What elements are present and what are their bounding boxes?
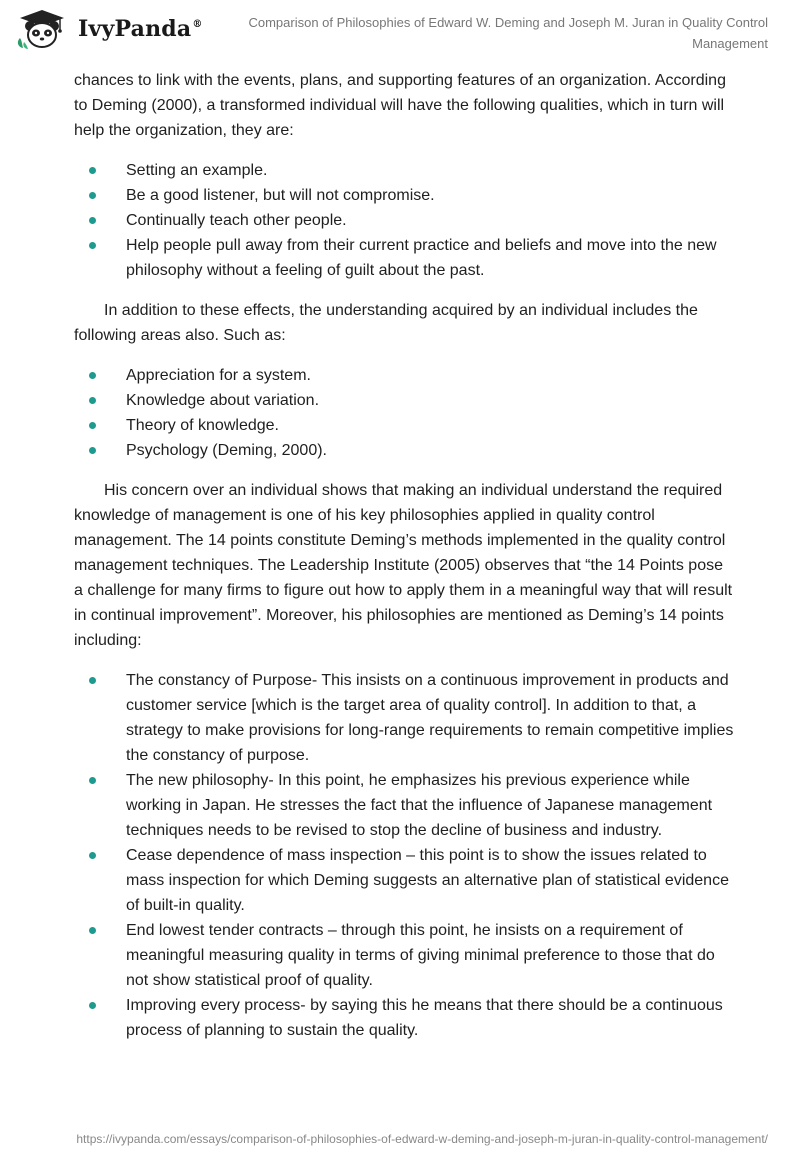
list-item: The constancy of Purpose- This insists on a continuous improvement in products and customer service [which is the target area of quality control]. In addition to that, a strategy to make provisions for long-range requirements to remain competitive implies the constancy of purpose. <box>74 668 734 768</box>
list-item: Setting an example. <box>74 158 734 183</box>
paragraph-understanding: In addition to these effects, the understanding acquired by an individual includes the following areas also. Such as: <box>74 302 698 344</box>
bullet-dot <box>89 422 96 429</box>
bullet-dot <box>89 1002 96 1009</box>
paragraph-14-points: His concern over an individual shows that making an individual understand the required knowledge of management is one of his key philosophies applied in quality control management. The 14 points constitute Deming’s methods implemented in the quality control management techniques. The Leadership Institute (2005) observes that “the 14 Points pose a challenge for many firms to figure out how to apply them in a meaningful way that will result in continual improvement”. Moreover, his philosophies are mentioned as Deming’s 14 points including: <box>74 482 733 649</box>
list-item: End lowest tender contracts – through this point, he insists on a requirement of meaningful measuring quality in terms of giving minimal preference to those that do not show statistical proof of quality. <box>74 918 734 993</box>
bullet-dot <box>89 677 96 684</box>
qualities-list <box>74 158 734 283</box>
list-item: Improving every process- by saying this he means that there should be a continuous process of planning to sustain the quality. <box>74 993 734 1043</box>
essay-content <box>74 68 734 1043</box>
panda-graduate-icon <box>14 8 70 50</box>
knowledge-areas-list <box>74 363 734 463</box>
bullet-dot <box>89 447 96 454</box>
list-item: Be a good listener, but will not compromise. <box>74 183 734 208</box>
bullet-dot <box>89 192 96 199</box>
list-item: Psychology (Deming, 2000). <box>74 438 734 463</box>
list-item: Help people pull away from their current practice and beliefs and move into the new philosophy without a feeling of guilt about the past. <box>74 233 734 283</box>
list-item: Continually teach other people. <box>74 208 734 233</box>
list-item: Knowledge about variation. <box>74 388 734 413</box>
bullet-dot <box>89 397 96 404</box>
bullet-dot <box>89 167 96 174</box>
bullet-dot <box>89 777 96 784</box>
bullet-dot <box>89 372 96 379</box>
paragraph-intro: chances to link with the events, plans, and supporting features of an organization. According to Deming (2000), a transformed individual will have the following qualities, which in turn will help the organization, they are: <box>74 72 726 139</box>
brand-name: IvyPanda® <box>78 16 203 42</box>
bullet-dot <box>89 927 96 934</box>
fourteen-points-list <box>74 668 734 1043</box>
list-item: Appreciation for a system. <box>74 363 734 388</box>
page-header <box>0 0 800 62</box>
bullet-dot <box>89 852 96 859</box>
bullet-dot <box>89 242 96 249</box>
list-item: Cease dependence of mass inspection – this point is to show the issues related to mass inspection for which Deming suggests an alternative plan of statistical evidence of built-in quality. <box>74 843 734 918</box>
source-url[interactable]: https://ivypanda.com/essays/comparison-of-philosophies-of-edward-w-deming-and-joseph-m-juran-in-quality-control-management/ <box>76 1132 768 1146</box>
ivypanda-logo[interactable] <box>14 8 203 50</box>
registered-mark: ® <box>192 19 203 30</box>
bullet-dot <box>89 217 96 224</box>
list-item: Theory of knowledge. <box>74 413 734 438</box>
document-title: Comparison of Philosophies of Edward W. Deming and Joseph M. Juran in Quality Control Management <box>248 15 768 51</box>
list-item: The new philosophy- In this point, he emphasizes his previous experience while working in Japan. He stresses the fact that the influence of Japanese management techniques needs to be revised to stop the decline of business and industry. <box>74 768 734 843</box>
